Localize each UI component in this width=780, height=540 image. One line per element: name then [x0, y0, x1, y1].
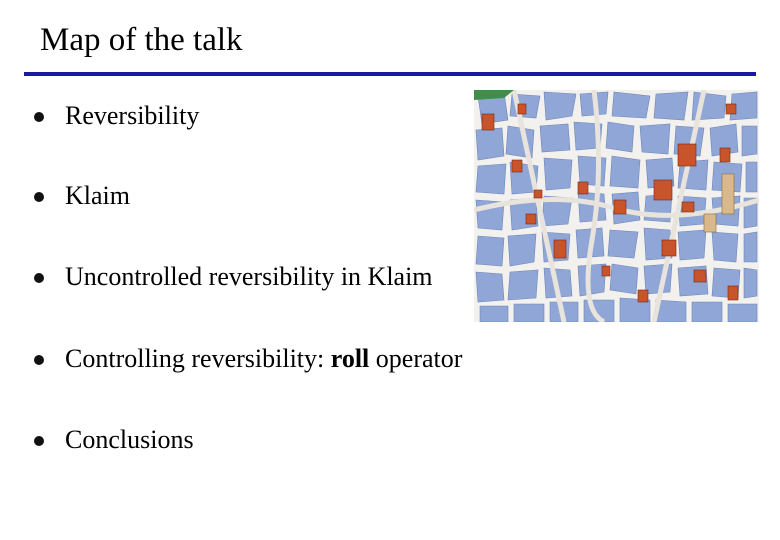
bullet-dot-icon: [34, 273, 44, 283]
bullet-dot-icon: [34, 192, 44, 202]
city-map-drawing: [474, 90, 759, 322]
title-underline: [24, 72, 756, 76]
bullet-text-pre: Controlling reversibility:: [65, 344, 331, 373]
city-map-image: [474, 90, 759, 322]
roll-keyword: roll: [330, 344, 370, 373]
bullet-dot-icon: [34, 436, 44, 446]
bullet-text: [65, 339, 462, 379]
bullet-text: Reversibility: [65, 101, 200, 130]
bullet-text: Conclusions: [65, 425, 194, 454]
bullet-dot-icon: [34, 112, 44, 122]
bullet-dot-icon: [34, 355, 44, 365]
bullet-text: Klaim: [65, 181, 130, 210]
bullet-text: Uncontrolled reversibility in Klaim: [65, 262, 433, 291]
slide-title: Map of the talk: [40, 22, 243, 58]
bullet-text-post: operator: [369, 344, 463, 373]
